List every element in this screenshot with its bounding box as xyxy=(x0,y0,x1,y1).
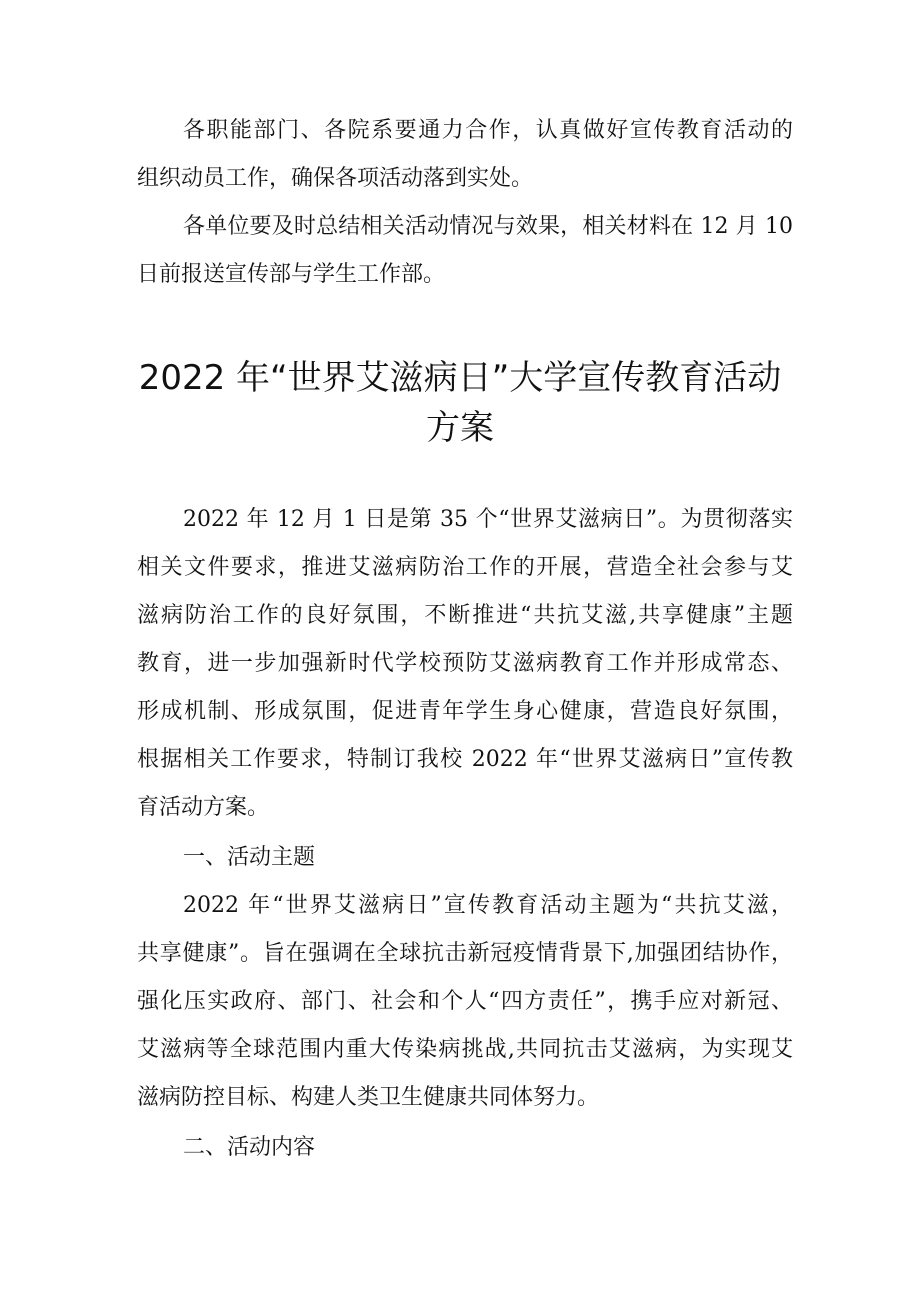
paragraph-line: 2022 年“世界艾滋病日”宣传教育活动主题为“共抗艾滋， xyxy=(183,893,793,918)
paragraph-cooperation xyxy=(137,107,793,203)
paragraph-line: 组织动员工作，确保各项活动落到实处。 xyxy=(137,166,534,191)
paragraph-line: 相关文件要求，推进艾滋病防治工作的开展，营造全社会参与艾 xyxy=(137,555,793,580)
paragraph-intro xyxy=(137,496,793,832)
paragraph-line: 育活动方案。 xyxy=(137,795,270,820)
document-title-line: 方案 xyxy=(426,408,494,448)
section-heading-content: 二、活动内容 xyxy=(183,1135,316,1160)
section-heading-theme: 一、活动主题 xyxy=(183,845,316,870)
paragraph-line: 日前报送宣传部与学生工作部。 xyxy=(137,262,446,287)
paragraph-line: 滋病防控目标、构建人类卫生健康共同体努力。 xyxy=(137,1085,600,1110)
paragraph-line: 形成机制、形成氛围，促进青年学生身心健康，营造良好氛围， xyxy=(137,699,793,724)
document-page xyxy=(137,107,793,1172)
document-title-line: 2022 年“世界艾滋病日”大学宣传教育活动 xyxy=(138,358,782,398)
paragraph-summary xyxy=(137,203,793,299)
paragraph-line: 滋病防治工作的良好氛围，不断推进“共抗艾滋,共享健康”主题 xyxy=(137,603,793,628)
paragraph-theme xyxy=(137,882,793,1122)
paragraph-line: 艾滋病等全球范围内重大传染病挑战,共同抗击艾滋病，为实现艾 xyxy=(137,1037,793,1062)
document-title xyxy=(0,353,920,453)
paragraph-line: 教育，进一步加强新时代学校预防艾滋病教育工作并形成常态、 xyxy=(137,651,793,676)
paragraph-line: 2022 年 12 月 1 日是第 35 个“世界艾滋病日”。为贯彻落实 xyxy=(183,507,793,532)
paragraph-line: 根据相关工作要求，特制订我校 2022 年“世界艾滋病日”宣传教 xyxy=(137,747,793,772)
paragraph-line: 各职能部门、各院系要通力合作，认真做好宣传教育活动的 xyxy=(183,118,793,143)
paragraph-line: 各单位要及时总结相关活动情况与效果，相关材料在 12 月 10 xyxy=(183,214,793,239)
paragraph-line: 共享健康”。旨在强调在全球抗击新冠疫情背景下,加强团结协作， xyxy=(137,941,793,966)
paragraph-line: 强化压实政府、部门、社会和个人“四方责任”，携手应对新冠、 xyxy=(137,989,793,1014)
